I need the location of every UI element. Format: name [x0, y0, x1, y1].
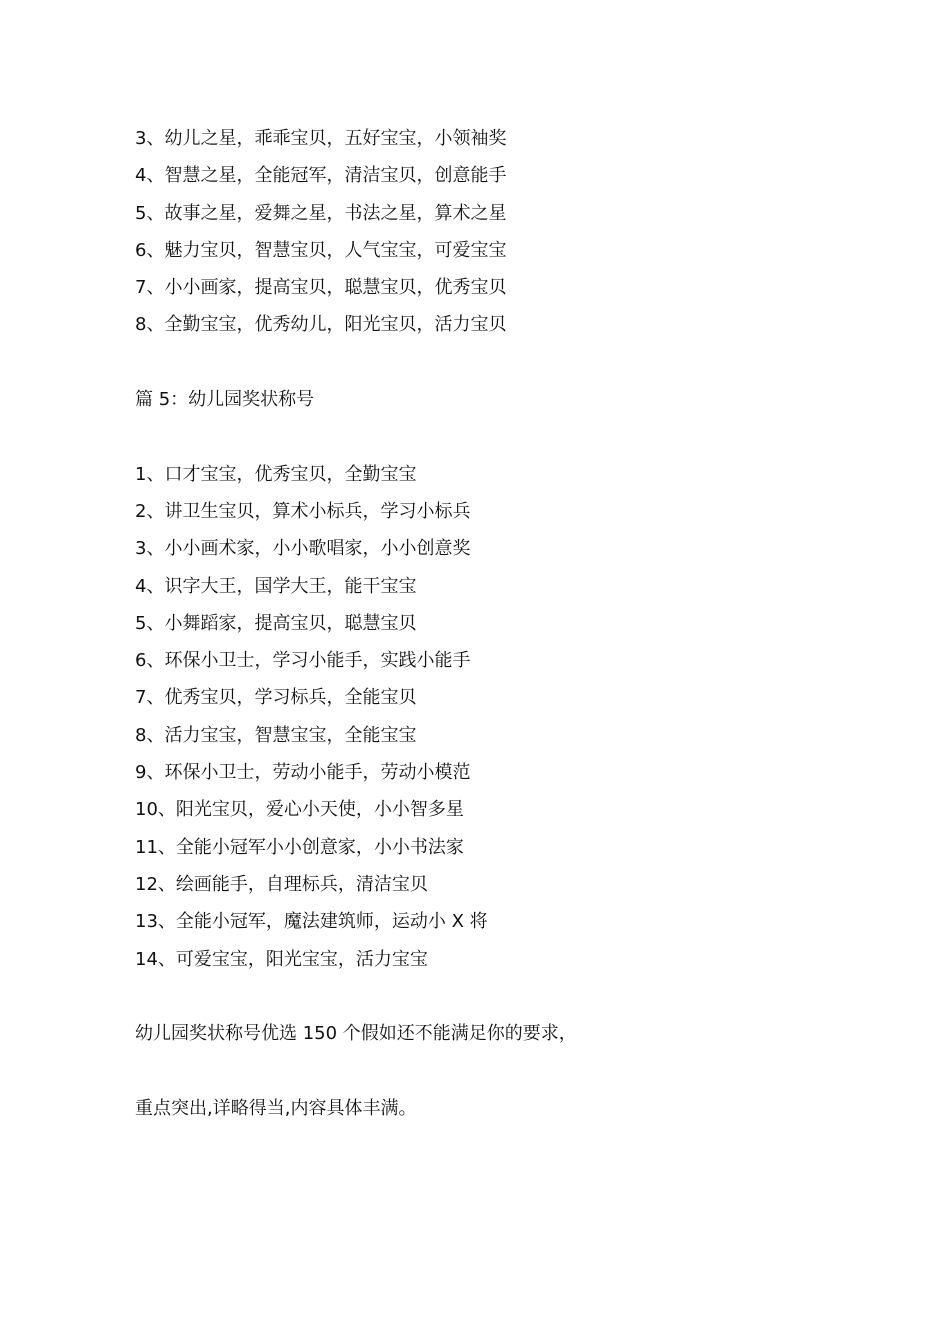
spacer — [135, 418, 835, 455]
section-heading: 篇 5：幼儿园奖状称号 — [135, 389, 315, 411]
list-item: 10、阳光宝贝，爱心小天使，小小智多星 — [135, 799, 464, 821]
list-item: 11、全能小冠军小小创意家，小小书法家 — [135, 836, 464, 858]
list-item: 8、活力宝宝，智慧宝宝，全能宝宝 — [135, 724, 417, 746]
list-item: 6、环保小卫士，学习小能手，实践小能手 — [135, 650, 471, 672]
list-item: 12、绘画能手，自理标兵，清洁宝贝 — [135, 873, 428, 895]
part5-list — [135, 456, 835, 978]
closing-paragraph: 重点突出,详略得当,内容具体丰满。 — [135, 1097, 417, 1119]
spacer — [135, 1052, 835, 1089]
list-item: 14、可爱宝宝，阳光宝宝，活力宝宝 — [135, 948, 428, 970]
list-item: 13、全能小冠军，魔法建筑师，运动小 X 将 — [135, 911, 488, 933]
list-item: 2、讲卫生宝贝，算术小标兵，学习小标兵 — [135, 500, 471, 522]
list-item: 8、全勤宝宝，优秀幼儿，阳光宝贝，活力宝贝 — [135, 314, 507, 336]
list-item: 4、识字大王，国学大王，能干宝宝 — [135, 575, 417, 597]
spacer — [135, 978, 835, 1015]
list-item: 6、魅力宝贝，智慧宝贝，人气宝宝，可爱宝宝 — [135, 239, 507, 261]
list-item: 5、故事之星，爱舞之星，书法之星，算术之星 — [135, 202, 507, 224]
part4-list — [135, 120, 835, 344]
list-item: 5、小舞蹈家，提高宝贝，聪慧宝贝 — [135, 612, 417, 634]
spacer — [135, 344, 835, 381]
list-item: 7、优秀宝贝，学习标兵，全能宝贝 — [135, 687, 417, 709]
list-item: 3、幼儿之星，乖乖宝贝，五好宝宝，小领袖奖 — [135, 128, 507, 149]
closing-paragraph: 幼儿园奖状称号优选 150 个假如还不能满足你的要求， — [135, 1023, 577, 1045]
list-item: 1、口才宝宝，优秀宝贝，全勤宝宝 — [135, 463, 417, 485]
list-item: 3、小小画术家，小小歌唱家，小小创意奖 — [135, 538, 471, 560]
list-item: 7、小小画家，提高宝贝，聪慧宝贝，优秀宝贝 — [135, 277, 507, 299]
document-body — [135, 120, 835, 1127]
list-item: 9、环保小卫士，劳动小能手，劳动小模范 — [135, 762, 471, 784]
list-item: 4、智慧之星，全能冠军，清洁宝贝，创意能手 — [135, 165, 507, 187]
